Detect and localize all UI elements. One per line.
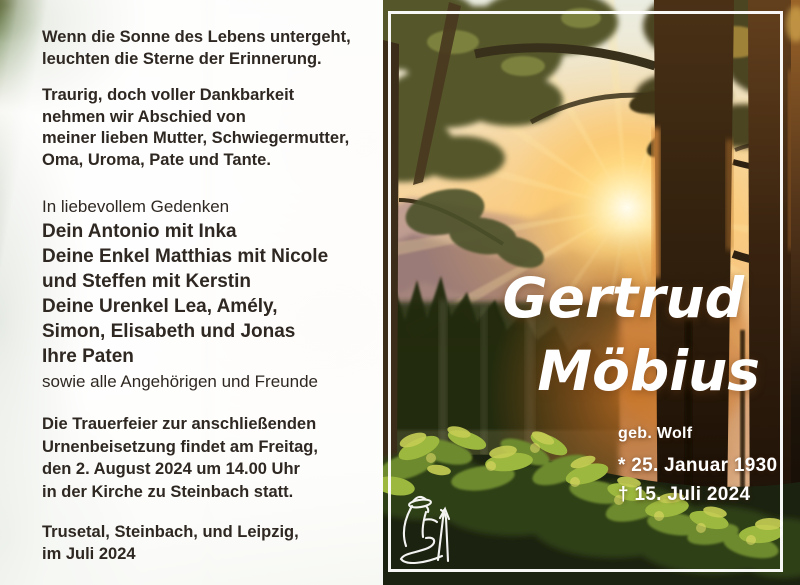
text-line: Simon, Elisabeth und Jonas <box>42 321 296 342</box>
life-dates <box>618 424 777 509</box>
text-line: den 2. August 2024 um 14.00 Uhr <box>42 460 300 478</box>
text-line: Deine Enkel Matthias mit Nicole <box>42 246 329 267</box>
text-line: Traurig, doch voller Dankbarkeit <box>42 86 295 104</box>
text-line: Deine Urenkel Lea, Amély, <box>42 296 278 317</box>
text-line: nehmen wir Abschied von <box>42 107 246 126</box>
text-line: und Steffen mit Kerstin <box>42 271 252 292</box>
text-line: in der Kirche zu Steinbach statt. <box>42 482 294 501</box>
remembrance-list <box>42 194 378 394</box>
birth-date: * 25. Januar 1930 <box>618 455 778 476</box>
text-line: Wenn die Sonne des Lebens untergeht, <box>42 28 351 46</box>
closing-text <box>42 521 378 565</box>
text-line: In liebevollem Gedenken <box>42 197 230 216</box>
maiden-name: geb. Wolf <box>618 425 693 442</box>
service-info <box>42 413 378 503</box>
text-line: Die Trauerfeier zur anschließenden <box>42 415 317 433</box>
last-name: Möbius <box>537 339 760 403</box>
farewell-text <box>42 85 378 171</box>
text-line: leuchten die Sterne der Erinnerung. <box>42 49 322 68</box>
first-name: Gertrud <box>502 266 744 330</box>
text-line: sowie alle Angehörigen und Freunde <box>42 372 318 391</box>
memorial-text-panel <box>0 0 383 585</box>
text-line: Dein Antonio mit Inka <box>42 221 237 242</box>
text-line: meiner lieben Mutter, Schwiegermutter, <box>42 129 350 147</box>
text-line: im Juli 2024 <box>42 545 136 563</box>
shepherd-icon <box>396 490 462 564</box>
text-line: Ihre Paten <box>42 346 134 367</box>
sunset-forest-photo <box>383 0 800 585</box>
memorial-text-column <box>42 27 378 565</box>
text-line: Oma, Uroma, Pate und Tante. <box>42 150 271 169</box>
text-line: Urnenbeisetzung findet am Freitag, <box>42 437 318 456</box>
deceased-name <box>502 262 760 408</box>
verse-text <box>42 27 378 70</box>
text-line: Trusetal, Steinbach, und Leipzig, <box>42 523 299 541</box>
death-date: † 15. Juli 2024 <box>618 484 751 505</box>
